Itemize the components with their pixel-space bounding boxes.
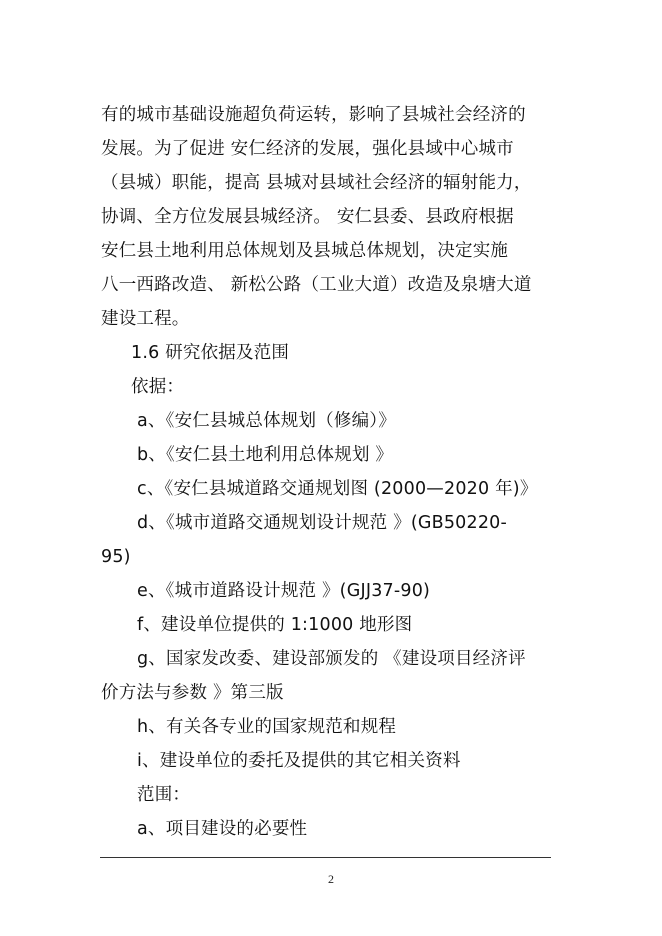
paragraph-line: 发展。为了促进 安仁经济的发展，强化县域中心城市: [101, 139, 514, 159]
paragraph-line: 安仁县土地利用总体规划及县城总体规划，决定实施: [101, 241, 509, 261]
basis-item-d-continuation: 95): [101, 547, 131, 567]
subheading-scope: 范围：: [137, 785, 191, 805]
basis-item-g: g、国家发改委、建设部颁发的 《建设项目经济评: [137, 649, 526, 669]
basis-item-g-continuation: 价方法与参数 》第三版: [101, 683, 284, 703]
paragraph-line: 协调、全方位发展县城经济。 安仁县委、县政府根据: [101, 207, 514, 227]
paragraph-line: 建设工程。: [101, 309, 190, 329]
basis-item-c: c、《安仁县城道路交通规划图 (2000—2020 年)》: [137, 479, 538, 499]
subheading-basis: 依据：: [131, 377, 185, 397]
paragraph-line: 八一西路改造、 新松公路（工业大道）改造及泉塘大道: [101, 275, 532, 295]
basis-item-b: b、《安仁县土地利用总体规划 》: [137, 445, 394, 465]
basis-item-e: e、《城市道路设计规范 》(GJJ37-90): [137, 581, 431, 601]
paragraph-line: 有的城市基础设施超负荷运转，影响了县城社会经济的: [101, 105, 526, 125]
scope-item-a: a、项目建设的必要性: [137, 819, 308, 839]
basis-item-d: d、《城市道路交通规划设计规范 》(GB50220-: [137, 513, 507, 533]
basis-item-i: i、建设单位的委托及提供的其它相关资料: [137, 751, 461, 771]
page-number: 2: [328, 872, 334, 886]
section-heading: 1.6 研究依据及范围: [131, 343, 290, 363]
footer-divider: [100, 857, 551, 858]
paragraph-line: （县城）职能，提高 县城对县域社会经济的辐射能力，: [101, 173, 532, 193]
basis-item-f: f、建设单位提供的 1:1000 地形图: [137, 615, 413, 635]
document-body: [101, 98, 571, 846]
basis-item-h: h、有关各专业的国家规范和规程: [137, 717, 397, 737]
basis-item-a: a、《安仁县城总体规划（修编）》: [137, 411, 396, 431]
